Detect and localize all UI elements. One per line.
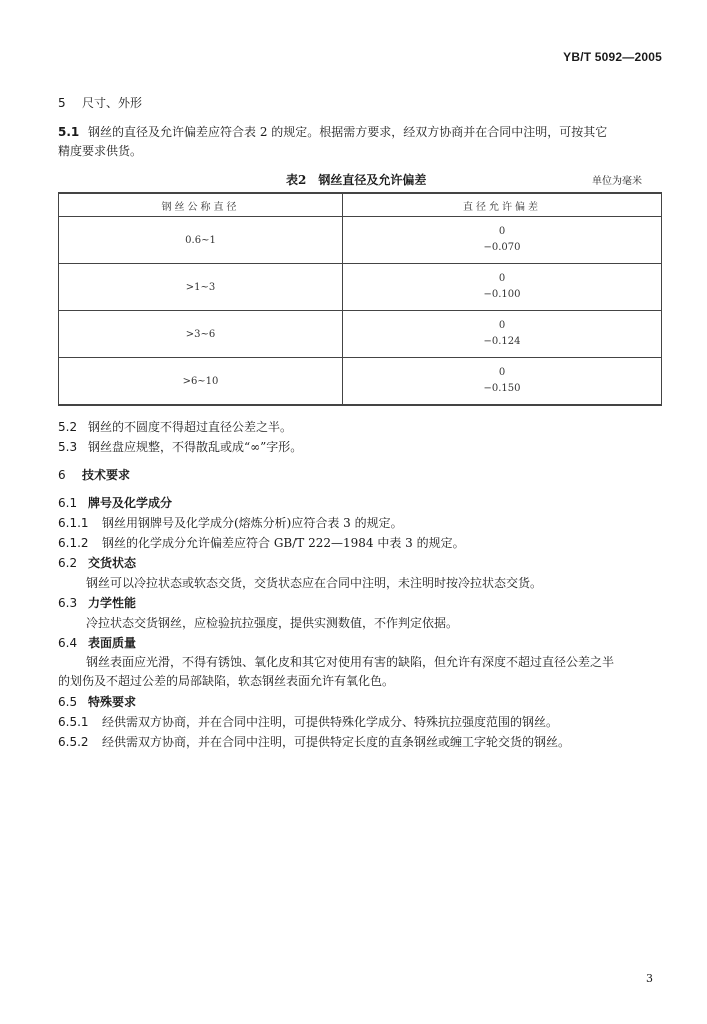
- clause-number: 6.2: [58, 556, 78, 570]
- clause-number: 6.4: [58, 636, 78, 650]
- clause-text: 经供需双方协商，并在合同中注明，可提供特定长度的直条钢丝或缠工字轮交货的钢丝。: [102, 735, 571, 749]
- clause-6-5-1: [58, 715, 662, 729]
- clause-title: 力学性能: [88, 596, 137, 610]
- clause-number: 5.1: [58, 125, 80, 139]
- column-header-diameter: 钢丝公称直径: [59, 193, 343, 217]
- tolerance-lower: −0.150: [483, 383, 521, 394]
- table-unit: 单位为毫米: [592, 176, 642, 187]
- table-header-row: [58, 169, 662, 189]
- clause-text: 钢丝用钢牌号及化学成分(熔炼分析)应符合表 3 的规定。: [102, 516, 403, 530]
- clause-6-2-text: 钢丝可以冷拉状态或软态交货，交货状态应在合同中注明，未注明时按冷拉状态交货。: [86, 576, 543, 590]
- table-row: [59, 217, 662, 264]
- column-header-tolerance: 直径允许偏差: [343, 193, 662, 217]
- clause-6-1: [58, 496, 662, 510]
- section-title: 技术要求: [82, 468, 131, 482]
- section-title: 尺寸、外形: [82, 96, 143, 110]
- clause-number: 5.2: [58, 420, 78, 434]
- clause-6-4: [58, 636, 662, 650]
- clause-6-5-2: [58, 735, 662, 749]
- cell-diameter: >1~3: [59, 264, 343, 311]
- tolerance-lower: −0.100: [483, 289, 521, 300]
- clause-6-2: [58, 556, 662, 570]
- section-6-heading: [58, 468, 662, 482]
- cell-tolerance: [343, 358, 662, 406]
- standard-code: YB/T 5092—2005: [563, 50, 662, 64]
- cell-tolerance: [343, 264, 662, 311]
- clause-6-1-2: [58, 536, 662, 550]
- clause-number: 6.1.1: [58, 516, 89, 530]
- clause-6-5: [58, 695, 662, 709]
- clause-text: 经供需双方协商，并在合同中注明，可提供特殊化学成分、特殊抗拉强度范围的钢丝。: [102, 715, 559, 729]
- clause-6-3: [58, 596, 662, 610]
- clause-text-line-2: 精度要求供货。: [58, 144, 143, 158]
- clause-number: 6.3: [58, 596, 78, 610]
- clause-5-3: [58, 440, 662, 454]
- cell-tolerance: [343, 311, 662, 358]
- clause-number: 6.5: [58, 695, 78, 709]
- cell-diameter: >3~6: [59, 311, 343, 358]
- tolerance-lower: −0.070: [483, 242, 521, 253]
- clause-text-line-2: 的划伤及不超过公差的局部缺陷，软态钢丝表面允许有氧化色。: [58, 674, 395, 688]
- section-5-heading: [58, 96, 662, 110]
- clause-text: 钢丝的不圆度不得超过直径公差之半。: [88, 420, 293, 434]
- clause-title: 表面质量: [88, 636, 137, 650]
- table-header: [59, 193, 662, 217]
- clause-text-line-1: 钢丝表面应光滑，不得有锈蚀、氧化皮和其它对使用有害的缺陷，但允许有深度不超过直径公差之半: [86, 655, 615, 669]
- clause-6-4-text: [58, 653, 662, 691]
- tolerance-lower: −0.124: [483, 336, 521, 347]
- cell-diameter: 0.6~1: [59, 217, 343, 264]
- clause-text: 钢丝盘应规整，不得散乱或成“∞”字形。: [88, 440, 303, 454]
- clause-title: 交货状态: [88, 556, 137, 570]
- clause-6-1-1: [58, 516, 662, 530]
- tolerance-upper: 0: [498, 273, 506, 284]
- table-caption: 表2 钢丝直径及允许偏差: [286, 173, 427, 187]
- clause-number: 5.3: [58, 440, 78, 454]
- clause-5-2: [58, 420, 662, 434]
- table-row: [59, 264, 662, 311]
- tolerance-upper: 0: [498, 226, 506, 237]
- clause-text: 钢丝的化学成分允许偏差应符合 GB/T 222—1984 中表 3 的规定。: [102, 536, 465, 550]
- clause-number: 6.5.2: [58, 735, 89, 749]
- clause-title: 牌号及化学成分: [88, 496, 173, 510]
- clause-number: 6.5.1: [58, 715, 89, 729]
- section-number: 5: [58, 96, 66, 110]
- section-number: 6: [58, 468, 66, 482]
- tolerance-upper: 0: [498, 367, 506, 378]
- clause-title: 特殊要求: [88, 695, 137, 709]
- clause-text-line-1: 钢丝的直径及允许偏差应符合表 2 的规定。根据需方要求，经双方协商并在合同中注明，可按其它: [88, 125, 608, 139]
- table-row: [59, 311, 662, 358]
- page-number: 3: [646, 972, 653, 985]
- diameter-tolerance-table: [58, 192, 662, 406]
- table-row: [59, 358, 662, 406]
- clause-number: 6.1.2: [58, 536, 89, 550]
- clause-number: 6.1: [58, 496, 78, 510]
- page-content: [58, 96, 662, 749]
- tolerance-upper: 0: [498, 320, 506, 331]
- clause-5-1: [58, 123, 662, 161]
- cell-tolerance: [343, 217, 662, 264]
- clause-6-3-text: 冷拉状态交货钢丝，应检验抗拉强度，提供实测数值，不作判定依据。: [86, 616, 459, 630]
- cell-diameter: >6~10: [59, 358, 343, 406]
